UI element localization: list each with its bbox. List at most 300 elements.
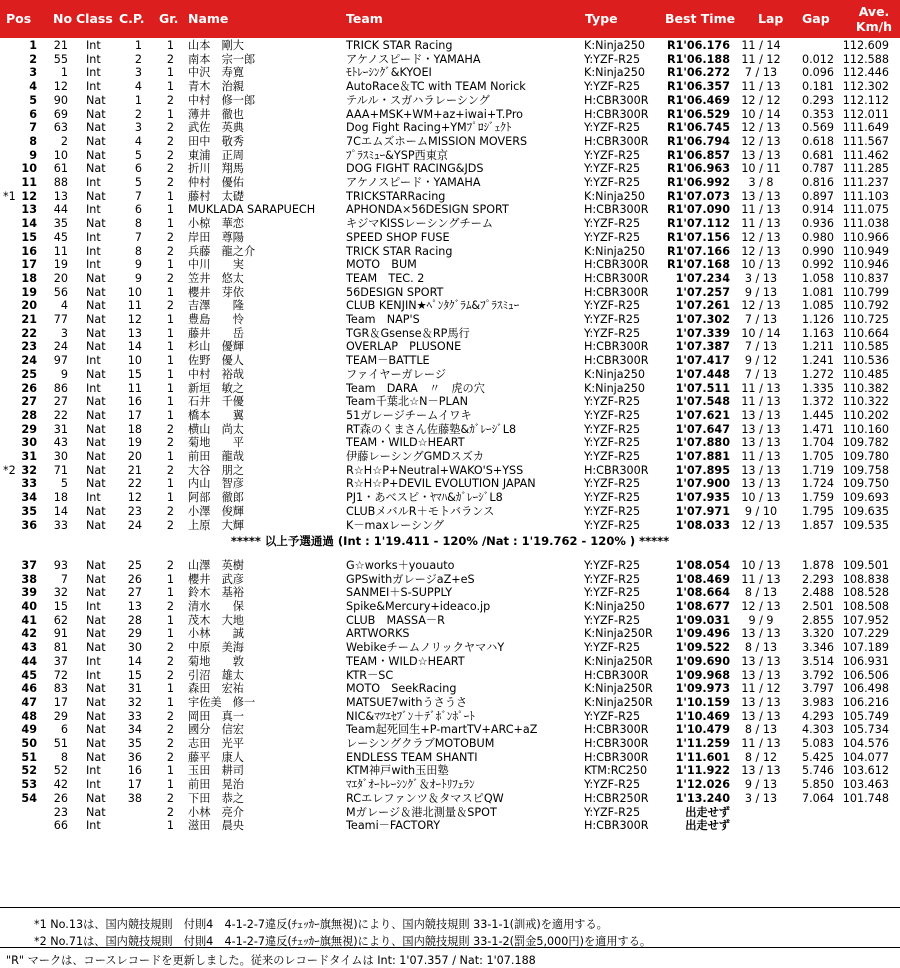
cell-class: Int [86, 668, 101, 682]
cell-lap: 13 / 13 [741, 709, 781, 723]
cell-type: K:Ninja250 [584, 39, 645, 52]
cell-class: Int [86, 600, 101, 613]
cell-best-time: R1'06.357 [667, 80, 730, 94]
cell-class: Int [86, 258, 101, 272]
table-row [0, 573, 900, 587]
cell-type: K:Ninja250 [584, 600, 645, 613]
table-row [0, 627, 900, 641]
cell-gr: 1 [166, 313, 174, 326]
cell-class: Nat [86, 504, 106, 518]
cell-best-time: 1'07.881 [675, 450, 730, 463]
table-row [0, 600, 900, 614]
cell-cp: 21 [127, 463, 142, 477]
cell-pos: 13 [21, 203, 37, 217]
cell-best-time: 出走せず [685, 805, 730, 819]
cell-team: ENDLESS TEAM SHANTI [346, 750, 478, 764]
header-lap: Lap [758, 11, 784, 26]
cell-ave: 103.612 [842, 764, 889, 778]
cell-lap: 9 / 13 [744, 285, 778, 299]
cell-cp: 15 [127, 367, 142, 381]
cell-class: Nat [86, 737, 106, 750]
cell-gap: 3.792 [801, 668, 834, 682]
cell-no: 97 [53, 354, 68, 368]
cell-best-time: 1'07.895 [675, 463, 730, 477]
cell-type: K:Ninja250R [584, 627, 653, 641]
cell-team: SANMEI＋S-SUPPLY [346, 586, 453, 600]
cell-class: Nat [86, 313, 106, 326]
header-type: Type [585, 11, 618, 26]
cell-team: OVERLAP PLUSONE [346, 340, 462, 354]
cell-lap: 13 / 13 [741, 422, 781, 436]
cell-type: H:CBR300R [584, 354, 649, 368]
cell-type: K:Ninja250 [584, 189, 645, 203]
cell-type: Y:YZF-R25 [584, 504, 641, 518]
cell-name: 森田 宏祐 [188, 682, 244, 696]
cell-lap: 9 / 12 [744, 354, 778, 368]
cell-ave: 112.011 [842, 107, 889, 121]
cell-team: MOTO SeekRacing [346, 682, 457, 696]
cell-lap: 10 / 14 [741, 107, 781, 121]
cell-class: Int [86, 230, 101, 244]
cell-name: 滋田 晨央 [188, 819, 244, 833]
table-row [0, 436, 900, 450]
cell-no: 44 [53, 203, 68, 217]
cell-no: 35 [53, 217, 68, 231]
cell-ave: 112.446 [842, 66, 889, 80]
cell-cp: 22 [127, 477, 142, 491]
table-row [0, 641, 900, 655]
cell-cp: 9 [134, 271, 142, 285]
cell-gr: 2 [166, 436, 174, 450]
cell-class: Int [86, 778, 101, 792]
cell-best-time: 1'10.469 [675, 709, 730, 723]
results-table [0, 38, 900, 908]
cell-cp: 11 [127, 381, 142, 395]
cell-best-time: 1'07.511 [675, 381, 730, 395]
cell-name: 櫻井 芽依 [188, 285, 244, 299]
cell-class: Int [86, 354, 101, 368]
cell-ave: 109.780 [842, 450, 889, 463]
table-row [0, 217, 900, 231]
cell-gr: 1 [166, 340, 174, 354]
cell-no: 88 [53, 176, 68, 189]
cell-ave: 111.038 [842, 217, 889, 231]
cell-lap: 13 / 13 [741, 436, 781, 450]
cell-lap: 13 / 13 [741, 695, 781, 709]
cell-class: Int [86, 203, 101, 217]
cell-pos: 2 [29, 52, 37, 66]
cell-pos: 50 [21, 737, 37, 750]
cell-cp: 6 [134, 162, 142, 176]
table-row [0, 423, 900, 437]
cell-type: H:CBR300R [584, 285, 649, 299]
cell-lap: 12 / 13 [741, 230, 781, 244]
cell-cp: 13 [127, 326, 142, 340]
cell-lap: 10 / 14 [741, 326, 781, 340]
cell-no: 11 [53, 244, 68, 258]
cell-no: 15 [53, 600, 68, 613]
cell-type: K:Ninja250 [584, 367, 645, 381]
cell-cp: 29 [127, 627, 142, 641]
cell-lap: 10 / 13 [741, 258, 781, 272]
table-row [0, 519, 900, 533]
cell-pos: 1 [29, 39, 37, 52]
cell-name: 下田 恭之 [188, 791, 244, 805]
table-row [0, 586, 900, 600]
cell-ave: 107.229 [842, 627, 889, 641]
cell-cp: 36 [127, 750, 142, 764]
table-row [0, 66, 900, 80]
cell-gap: 0.980 [801, 230, 834, 244]
cell-type: KTM:RC250 [584, 764, 648, 778]
cell-gr: 1 [166, 381, 174, 395]
cell-team: MOTO BUM [346, 258, 417, 272]
cell-best-time: 1'09.968 [675, 668, 730, 682]
cell-lap: 12 / 13 [741, 518, 781, 532]
table-row [0, 340, 900, 354]
cell-ave: 105.749 [842, 709, 889, 723]
cell-class: Nat [86, 695, 106, 709]
table-row [0, 450, 900, 464]
cell-gap: 1.058 [801, 271, 834, 285]
cell-cp: 31 [127, 682, 142, 696]
cell-cp: 2 [134, 52, 142, 66]
cell-team: TRICK STAR Racing [346, 39, 453, 52]
cell-type: Y:YZF-R25 [584, 176, 641, 189]
cell-best-time: R1'06.963 [667, 162, 730, 176]
cell-gap: 1.126 [801, 313, 834, 326]
cell-team: ﾏｴﾀﾞｵｰﾄﾚｰｼﾝｸﾞ＆ｵｰﾄﾘﾌｪﾗﾝ [346, 778, 475, 792]
cell-team: TEAM－BATTLE [346, 354, 430, 368]
cell-lap: 12 / 13 [741, 134, 781, 148]
cell-best-time: 1'09.031 [675, 613, 730, 627]
table-row [0, 751, 900, 765]
cell-gr: 1 [166, 408, 174, 422]
cell-best-time: 1'07.548 [675, 395, 730, 409]
cell-best-time: R1'06.794 [667, 134, 730, 148]
cell-class: Nat [86, 477, 106, 491]
cell-team: TEAM・WILD☆HEART [346, 436, 465, 450]
cell-gr: 1 [166, 39, 174, 52]
cell-best-time: 1'07.900 [675, 477, 730, 491]
cell-type: Y:YZF-R25 [584, 586, 641, 600]
cell-name: 笠井 悠太 [188, 271, 244, 285]
cell-team: 7CエムズホームMISSION MOVERS [346, 134, 528, 148]
cell-no: 62 [53, 613, 68, 627]
cell-type: Y:YZF-R25 [584, 491, 641, 505]
cell-team: 56DESIGN SPORT [346, 285, 444, 299]
header-class: Class [76, 11, 113, 26]
table-row [0, 354, 900, 368]
cell-class: Nat [86, 326, 106, 340]
cell-gr: 2 [166, 641, 174, 655]
cell-best-time: 1'13.240 [675, 791, 730, 805]
cell-class: Nat [86, 395, 106, 409]
cell-pos: 43 [21, 641, 37, 655]
cell-no: 32 [53, 586, 68, 600]
table-row [0, 723, 900, 737]
cell-team: CLUB KENJIN★ﾍﾟﾝﾀｸﾞﾗﾑ&ﾌﾟﾗｽﾐｭｰ [346, 299, 520, 313]
cell-pos: 30 [21, 436, 37, 450]
cell-gr: 1 [166, 326, 174, 340]
cell-best-time: R1'07.090 [667, 203, 730, 217]
cell-no: 63 [53, 121, 68, 135]
cell-gr: 1 [166, 217, 174, 231]
cell-pos: 39 [21, 586, 37, 600]
cell-lap: 7 / 13 [744, 66, 778, 80]
cell-ave: 109.750 [842, 477, 889, 491]
cell-ave: 110.536 [842, 354, 889, 368]
cell-best-time: 1'10.479 [675, 723, 730, 737]
cell-gap: 5.083 [801, 737, 834, 750]
cell-gr: 2 [166, 709, 174, 723]
cell-cp: 7 [134, 189, 142, 203]
cell-gr: 2 [166, 134, 174, 148]
cell-team: SPEED SHOP FUSE [346, 230, 450, 244]
cell-no: 52 [53, 764, 68, 778]
cell-class: Nat [86, 436, 106, 450]
cell-gap: 1.163 [801, 326, 834, 340]
cell-pos: 38 [21, 572, 37, 586]
cell-team: RT森のくまさん佐藤塾&ｶﾞﾚｰｼﾞL8 [346, 422, 517, 436]
table-row [0, 764, 900, 778]
cell-no: 61 [53, 162, 68, 176]
cell-name: 山澤 英樹 [188, 558, 244, 572]
cell-name: 佐野 優人 [188, 354, 244, 368]
cell-team: APHONDA×56DESIGN SPORT [346, 203, 509, 217]
penalty-note: *1 No.13は、国内競技規則 付則4 4-1-2-7違反(ﾁｪｯｶｰ旗無視)により、国内競技規則 33-1-1(訓戒)を適用する。 [34, 918, 608, 931]
cell-gr: 2 [166, 52, 174, 66]
cell-gap: 0.914 [801, 203, 834, 217]
cell-gap: 0.293 [801, 93, 834, 107]
cell-pos: 6 [29, 107, 37, 121]
cell-no: 81 [53, 641, 68, 655]
cell-class: Int [86, 819, 101, 833]
cell-ave: 110.966 [842, 230, 889, 244]
cell-cp: 20 [127, 450, 142, 463]
cell-name: 橋本 翼 [188, 408, 244, 422]
cell-pos: 44 [21, 654, 37, 668]
cell-ave: 112.588 [842, 52, 889, 66]
cell-gr: 1 [166, 354, 174, 368]
cell-class: Int [86, 52, 101, 66]
cell-team: Team NAP'S [346, 313, 420, 326]
cell-lap: 13 / 13 [741, 668, 781, 682]
cell-type: K:Ninja250 [584, 244, 645, 258]
cell-no: 14 [53, 504, 68, 518]
cell-lap: 8 / 13 [744, 586, 778, 600]
cell-gr: 2 [166, 654, 174, 668]
cell-gap: 3.320 [801, 627, 834, 641]
cell-cp: 9 [134, 258, 142, 272]
table-row [0, 655, 900, 669]
cell-cp: 15 [127, 668, 142, 682]
cell-team: PJ1・あべスピ・ﾔﾏﾊ&ｶﾞﾚｰｼﾞL8 [346, 491, 503, 505]
cell-team: AutoRace＆TC with TEAM Norick [346, 80, 526, 94]
cell-team: アケノスピード・YAMAHA [346, 52, 481, 66]
cell-gr: 1 [166, 203, 174, 217]
cell-no: 93 [53, 558, 68, 572]
cell-ave: 108.508 [842, 600, 889, 613]
cell-best-time: R1'06.529 [667, 107, 730, 121]
cell-type: H:CBR300R [584, 271, 649, 285]
cell-type: Y:YZF-R25 [584, 80, 641, 94]
cell-pos: 18 [21, 271, 37, 285]
table-row [0, 203, 900, 217]
cell-type: H:CBR300R [584, 668, 649, 682]
cell-gr: 1 [166, 627, 174, 641]
cell-gr: 1 [166, 107, 174, 121]
cell-cp: 19 [127, 436, 142, 450]
cell-class: Nat [86, 162, 106, 176]
cell-ave: 107.189 [842, 641, 889, 655]
cell-no: 86 [53, 381, 68, 395]
cell-gr: 2 [166, 750, 174, 764]
table-row [0, 245, 900, 259]
cell-gap: 1.878 [801, 558, 834, 572]
cell-cp: 14 [127, 340, 142, 354]
cell-no: 55 [53, 52, 68, 66]
cell-lap: 13 / 13 [741, 654, 781, 668]
cell-best-time: 1'07.261 [675, 299, 730, 313]
cell-lap: 9 / 13 [744, 778, 778, 792]
table-row [0, 231, 900, 245]
cell-ave: 111.649 [842, 121, 889, 135]
cell-pos: 36 [21, 518, 37, 532]
table-row [0, 272, 900, 286]
cell-ave: 106.498 [842, 682, 889, 696]
cell-class: Nat [86, 450, 106, 463]
cell-pos: 23 [21, 340, 37, 354]
cell-lap: 11 / 13 [741, 737, 781, 750]
cell-gap: 0.353 [801, 107, 834, 121]
cell-no: 33 [53, 518, 68, 532]
cell-team: NIC&ﾏﾂｴｾﾌﾞﾝ＋ﾃﾞﾎﾞﾝﾎﾟｰﾄ [346, 709, 475, 723]
cell-pos: 4 [29, 80, 37, 94]
cell-cp: 25 [127, 558, 142, 572]
cell-class: Nat [86, 463, 106, 477]
cell-best-time: R1'06.857 [667, 148, 730, 162]
table-row [0, 313, 900, 327]
cell-team: ファイヤーガレージ [346, 367, 447, 381]
cell-name: 新垣 敏之 [188, 381, 244, 395]
cell-pos: 7 [29, 121, 37, 135]
cell-no: 9 [60, 367, 68, 381]
cell-gr: 1 [166, 695, 174, 709]
cell-gap: 0.897 [801, 189, 834, 203]
cell-ave: 101.748 [842, 791, 889, 805]
cell-cp: 8 [134, 217, 142, 231]
cell-name: 中村 裕哉 [188, 367, 244, 381]
cell-ave: 107.952 [842, 613, 889, 627]
cell-no: 24 [53, 340, 68, 354]
cell-class: Nat [86, 791, 106, 805]
cell-gr: 2 [166, 463, 174, 477]
cell-name: 横山 尚太 [188, 422, 244, 436]
cell-cp: 14 [127, 654, 142, 668]
cell-gap: 1.335 [801, 381, 834, 395]
cell-no: 6 [60, 723, 68, 737]
cell-lap: 10 / 13 [741, 558, 781, 572]
cell-no: 77 [53, 313, 68, 326]
table-row [0, 176, 900, 190]
cell-gr: 2 [166, 518, 174, 532]
cell-ave: 108.528 [842, 586, 889, 600]
cell-best-time: 1'08.054 [675, 558, 730, 572]
cell-type: H:CBR300R [584, 819, 649, 833]
cell-best-time: 1'08.469 [675, 572, 730, 586]
cell-best-time: R1'07.168 [667, 258, 730, 272]
cell-no: 21 [53, 39, 68, 52]
cell-class: Nat [86, 586, 106, 600]
cell-gap: 2.488 [801, 586, 834, 600]
cell-pos: 10 [21, 162, 37, 176]
cell-cp: 23 [127, 504, 142, 518]
cell-no: 29 [53, 709, 68, 723]
cell-type: Y:YZF-R25 [584, 450, 641, 463]
cell-ave: 110.725 [842, 313, 889, 326]
cell-team: Dog Fight Racing+YMﾌﾟﾛｼﾞｪｸﾄ [346, 121, 512, 135]
cell-ave: 106.216 [842, 695, 889, 709]
cell-cp: 34 [127, 723, 142, 737]
cell-name: 東浦 正周 [188, 148, 244, 162]
table-row [0, 669, 900, 683]
cell-class: Nat [86, 641, 106, 655]
cell-gr: 2 [166, 162, 174, 176]
cell-gap: 0.992 [801, 258, 834, 272]
cell-gr: 1 [166, 778, 174, 792]
cell-type: Y:YZF-R25 [584, 230, 641, 244]
cell-lap: 3 / 8 [748, 176, 774, 189]
cell-type: Y:YZF-R25 [584, 162, 641, 176]
cell-pos: 3 [29, 66, 37, 80]
cell-no: 1 [60, 66, 68, 80]
cell-best-time: 1'07.621 [675, 408, 730, 422]
cell-lap: 11 / 13 [741, 450, 781, 463]
table-row [0, 368, 900, 382]
cell-gap: 1.719 [801, 463, 834, 477]
cell-lap: 13 / 13 [741, 627, 781, 641]
cell-type: H:CBR300R [584, 134, 649, 148]
cell-team: 伊藤レーシングGMDスズカ [346, 450, 485, 463]
cell-team: RCエレファンツ＆タマスピQW [346, 791, 504, 805]
cell-cp: 13 [127, 600, 142, 613]
cell-name: 阿部 徹郎 [188, 491, 244, 505]
cell-gap: 1.211 [801, 340, 834, 354]
cell-type: H:CBR250R [584, 791, 649, 805]
cell-cp: 10 [127, 285, 142, 299]
cell-lap: 8 / 13 [744, 641, 778, 655]
cell-name: 清水 保 [188, 600, 244, 613]
table-row [0, 80, 900, 94]
cell-name: 小林 誠 [188, 627, 244, 641]
cell-cp: 33 [127, 709, 142, 723]
cell-ave: 112.609 [842, 39, 889, 52]
cell-name: 前田 龍哉 [188, 450, 244, 463]
cell-ave: 106.506 [842, 668, 889, 682]
cell-class: Nat [86, 613, 106, 627]
cell-lap: 11 / 13 [741, 395, 781, 409]
cell-type: Y:YZF-R25 [584, 52, 641, 66]
cell-no: 71 [53, 463, 68, 477]
cell-class: Nat [86, 422, 106, 436]
cell-pos: 11 [21, 176, 37, 189]
cell-lap: 12 / 13 [741, 244, 781, 258]
cell-team: アケノスピード・YAMAHA [346, 176, 481, 189]
cell-pos: 41 [21, 613, 37, 627]
cell-best-time: 1'07.448 [675, 367, 730, 381]
cell-no: 56 [53, 285, 68, 299]
